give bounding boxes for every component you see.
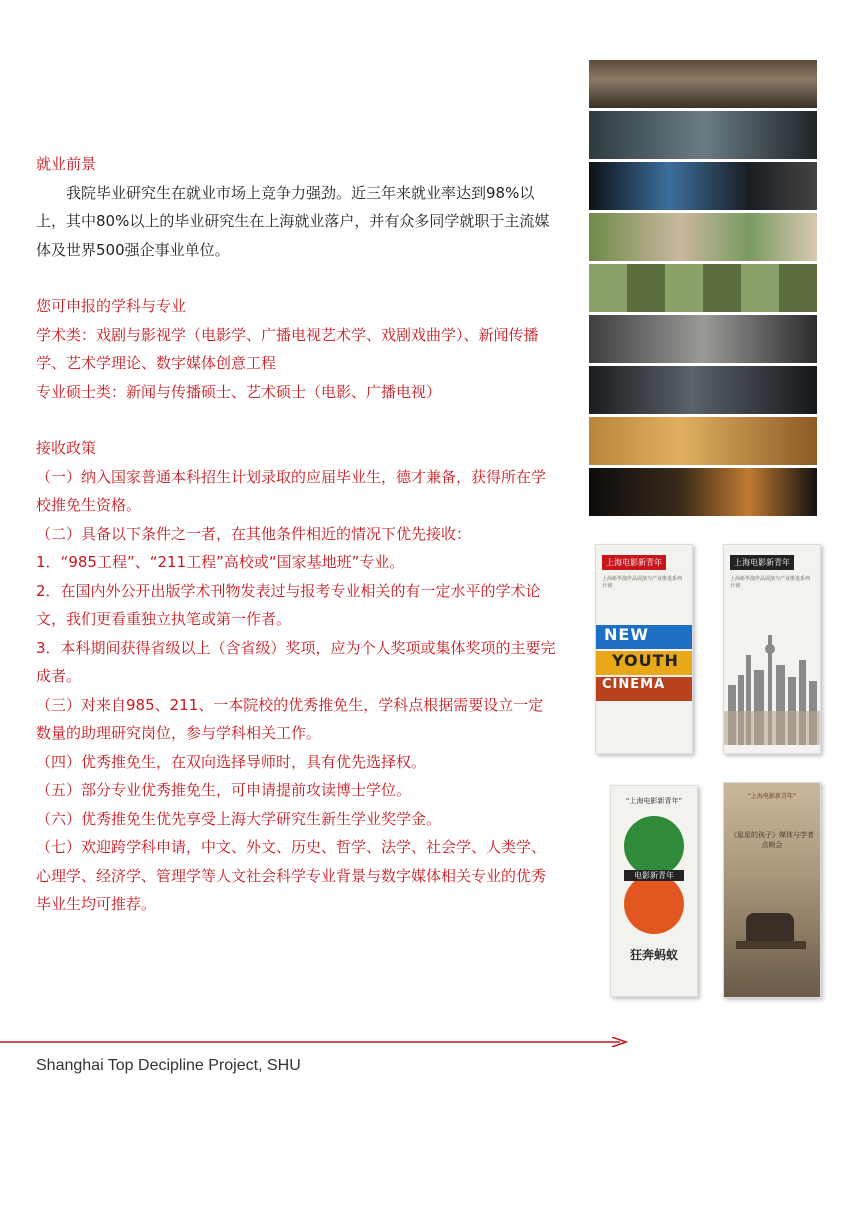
poster-1-sub: 上海新华演作品展演与产业推进系列计划 [602, 576, 683, 589]
poster-3-badge: 电影新青年 [624, 870, 684, 881]
poster-1-word-new: NEW [596, 625, 692, 649]
photo-lecture-hall [589, 111, 817, 159]
photo-audience [589, 417, 817, 465]
poster-4-title: 《星星的孩子》媒体与学者点映会 [730, 831, 814, 849]
photo-students-outdoor [589, 213, 817, 261]
policy-item-6: （六）优秀推免生优先享受上海大学研究生新生学业奖学金。 [36, 809, 442, 828]
skyline-graphic [724, 615, 820, 745]
poster-1-word-youth: YOUTH [596, 651, 692, 675]
policy-item-3: （三）对来自985、211、一本院校的优秀推免生，学科点根据需要设立一定数量的助理研究岗位，参与学科相关工作。 [36, 695, 544, 742]
majors-academic: 学术类：戏剧与影视学（电影学、广播电视艺术学、戏剧戏曲学）、新闻传播学、艺术学理论、数字媒体创意工程 [36, 325, 539, 372]
poster-skyline [723, 544, 821, 754]
photo-stage [589, 468, 817, 516]
majors-title: 您可申报的学科与专业 [36, 297, 187, 315]
policy-title: 接收政策 [36, 439, 97, 457]
poster-2-head: 上海电影新青年 [730, 555, 794, 570]
photo-group-meeting [589, 60, 817, 108]
employment-title: 就业前景 [36, 155, 97, 173]
poster-3-head: “上海电影新青年” [625, 797, 683, 805]
policy-item-2-2: 2．在国内外公开出版学术刊物发表过与报考专业相关的有一定水平的学术论文，我们更看重独立执笔或第一作者。 [36, 581, 541, 628]
poster-4-head: “上海电影新青年” [747, 793, 797, 800]
footer-caption: Shanghai Top Decipline Project, SHU [36, 1057, 301, 1074]
photo-film-crew [589, 315, 817, 363]
majors-professional: 专业硕士类：新闻与传播硕士、艺术硕士（电影、广播电视） [36, 382, 442, 401]
poster-1-head: 上海电影新青年 [602, 555, 666, 570]
poster-new-youth-cinema [595, 544, 693, 754]
policy-item-2-3: 3．本科期间获得省级以上（含省级）奖项，应为个人奖项或集体奖项的主要完成者。 [36, 638, 556, 685]
poster-3-title: 狂奔蚂蚁 [629, 948, 678, 962]
policy-item-7: （七）欢迎跨学科申请，中文、外文、历史、哲学、法学、社会学、人类学、心理学、经济学、管理学等人文社会科学专业背景与数字媒体相关专业的优秀毕业生均可推荐。 [36, 838, 547, 913]
poster-3-circle-top [624, 816, 684, 876]
poster-4-bench-figures [746, 913, 794, 943]
poster-4-bench [736, 941, 806, 949]
employment-body: 我院毕业研究生在就业市场上竞争力强劲。近三年来就业率达到98%以上，其中80%以上的毕业研究生在上海就业落户，并有众多同学就职于主流媒体及世界500强企事业单位。 [36, 183, 550, 259]
policy-item-2: （二）具备以下条件之一者，在其他条件相近的情况下优先接收： [36, 524, 472, 543]
photo-studio [589, 162, 817, 210]
photo-collage-portraits [589, 264, 817, 312]
poster-1-word-cinema: CINEMA [596, 677, 692, 701]
poster-crazy-ants [610, 785, 698, 997]
photo-strip [589, 60, 817, 519]
policy-item-1: （一）纳入国家普通本科招生计划录取的应届毕业生，德才兼备，获得所在学校推免生资格。 [36, 467, 547, 514]
photo-seminar [589, 366, 817, 414]
divider-arrow [0, 1037, 628, 1047]
policy-item-4: （四）优秀推免生，在双向选择导师时，具有优先选择权。 [36, 752, 427, 771]
policy-item-2-1: 1．“985工程”、“211工程”高校或“国家基地班”专业。 [36, 553, 405, 571]
poster-star-kids [723, 782, 821, 998]
poster-3-circle-bottom [624, 874, 684, 934]
policy-item-5: （五）部分专业优秀推免生，可申请提前攻读博士学位。 [36, 781, 412, 799]
main-text [36, 150, 556, 919]
poster-2-sub: 上海新华演作品展演与产业推进系列计划 [730, 576, 811, 589]
